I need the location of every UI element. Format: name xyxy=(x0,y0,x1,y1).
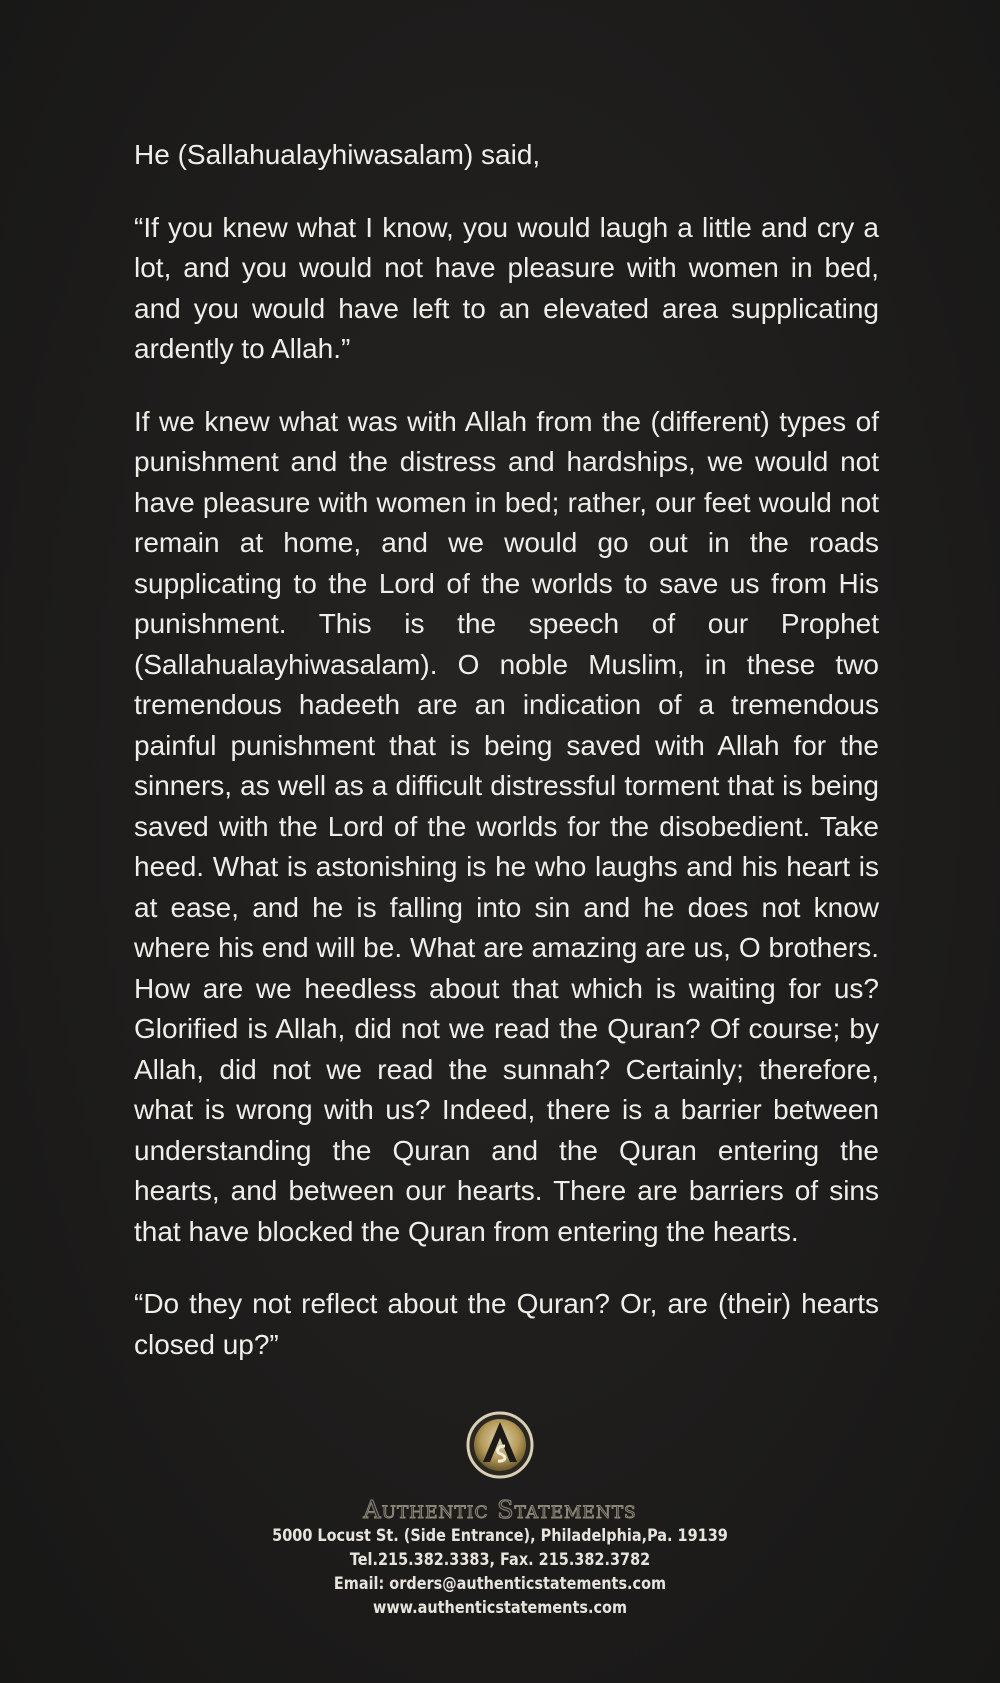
body-text xyxy=(134,135,879,1365)
publisher-name: Authentic Statements xyxy=(363,1496,637,1524)
paragraph-commentary: If we knew what was with Allah from the (different) types of punishment and the distress and hardships, we would not have pleasure with women in bed; rather, our feet would not remain at home, and we would go out in the roads supplicating to the Lord of the worlds to save us from His punishment. This is the speech of our Prophet (Sallahualayhiwasalam). O noble Muslim, in these two tremendous hadeeth are an indication of a tremendous painful punishment that is being saved with Allah for the sinners, as well as a difficult distressful torment that is being saved with the Lord of the worlds for the disobedient. Take heed. What is astonishing is he who laughs and his heart is at ease, and he is falling into sin and he does not know where his end will be. What are amazing are us, O brothers. How are we heedless about that which is waiting for us? Glorified is Allah, did not we read the Quran? Of course; by Allah, did not we read the sunnah? Certainly; therefore, what is wrong with us? Indeed, there is a barrier between understanding the Quran and the Quran entering the hearts, and between our hearts. There are barriers of sins that have blocked the Quran from entering the hearts. xyxy=(134,405,879,1247)
publisher-address: 5000 Locust St. (Side Entrance), Philadelphia,Pa. 19139 xyxy=(272,1526,728,1546)
paragraph-quran-quote: “Do they not reflect about the Quran? Or, are (their) hearts closed up?” xyxy=(134,1288,879,1360)
publisher-email: Email: orders@authenticstatements.com xyxy=(333,1574,667,1594)
paragraph-hadeeth-quote: “If you knew what I know, you would laugh a little and cry a lot, and you would not have pleasure with women in bed, and you would have left to an elevated area supplicating ardently to Allah.” xyxy=(134,211,879,364)
paragraph-intro: He (Sallahualayhiwasalam) said, xyxy=(134,139,541,170)
authentic-statements-logo-icon xyxy=(465,1410,535,1480)
publisher-footer xyxy=(0,1410,1000,1620)
publisher-website: www.authenticstatements.com xyxy=(372,1598,628,1618)
publisher-phone-fax: Tel.215.382.3383, Fax. 215.382.3782 xyxy=(349,1550,651,1570)
